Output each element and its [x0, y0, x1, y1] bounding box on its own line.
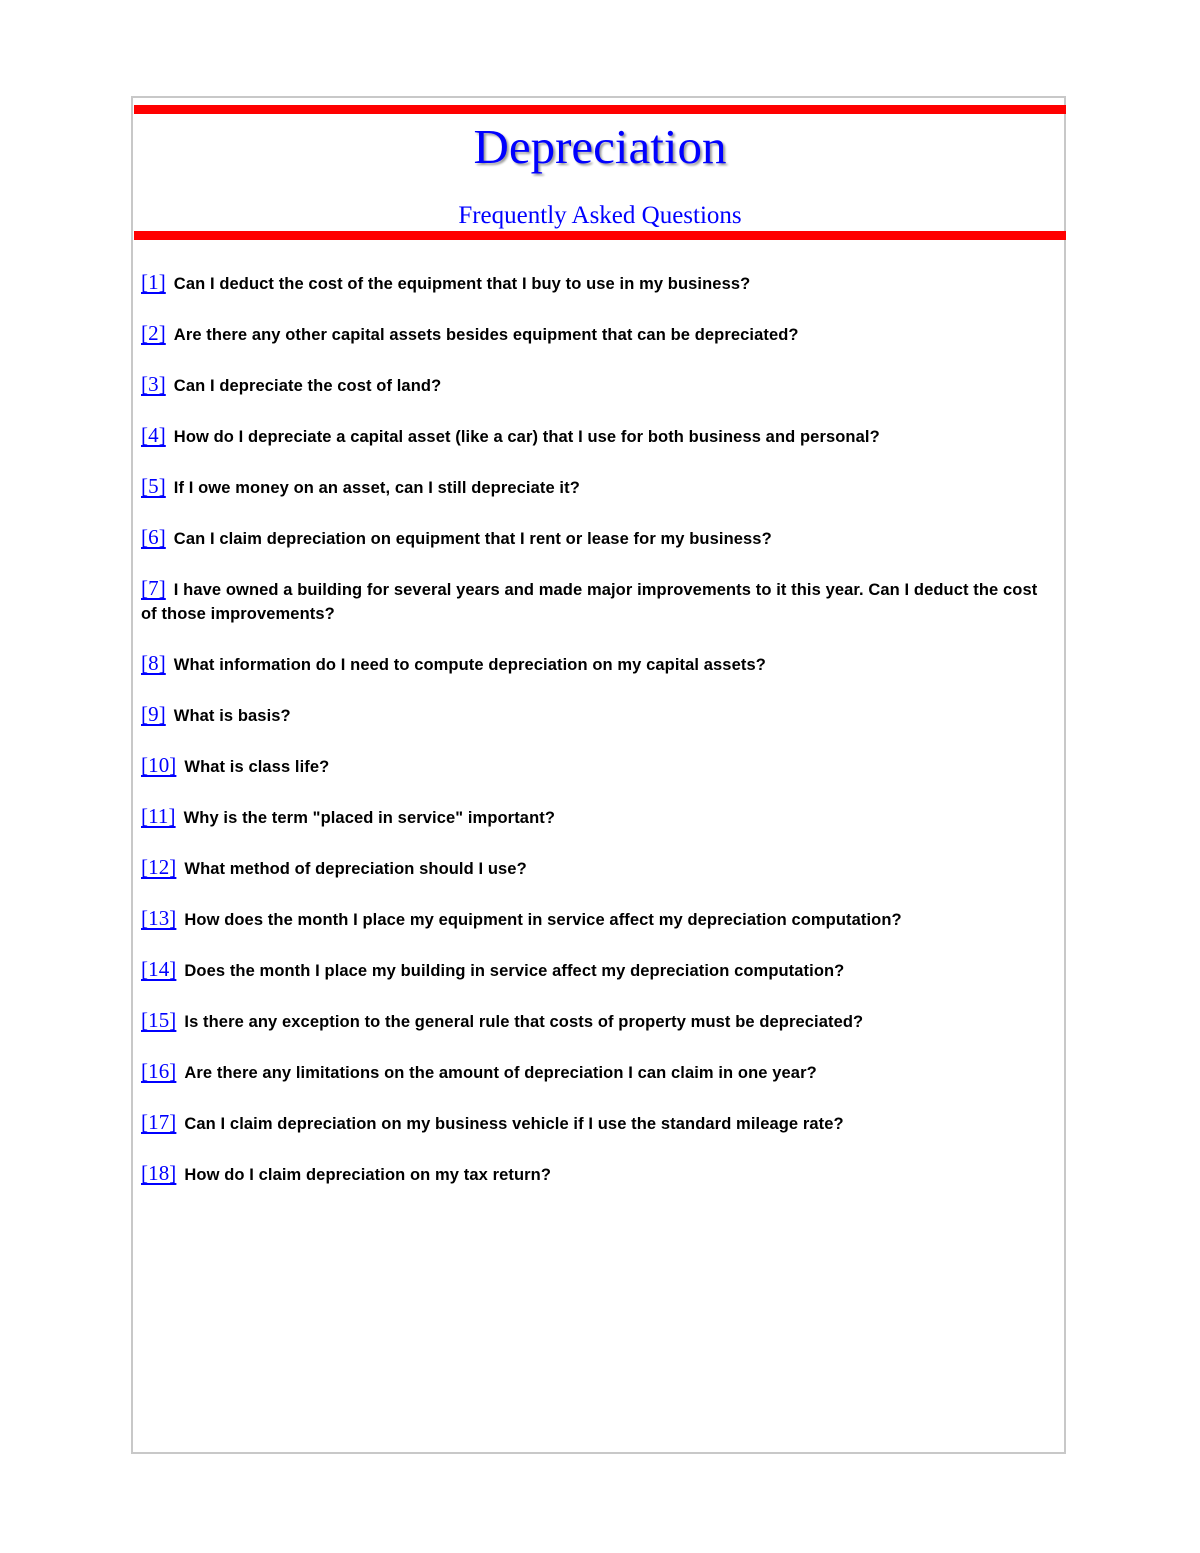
- faq-item: [141, 651, 1041, 677]
- faq-link-10[interactable]: [10]: [141, 753, 177, 777]
- faq-link-2[interactable]: [2]: [141, 321, 166, 345]
- faq-question: I have owned a building for several years and made major improvements to it this year. Can I deduct the cost of those improvements?: [141, 581, 1038, 623]
- faq-link-1[interactable]: [1]: [141, 270, 166, 294]
- faq-question: Can I claim depreciation on equipment that I rent or lease for my business?: [173, 530, 772, 548]
- faq-link-17[interactable]: [17]: [141, 1110, 177, 1134]
- faq-link-5[interactable]: [5]: [141, 474, 166, 498]
- faq-question: Can I depreciate the cost of land?: [173, 377, 442, 395]
- faq-question: Are there any limitations on the amount of depreciation I can claim in one year?: [184, 1064, 817, 1082]
- faq-list: [141, 270, 1041, 1212]
- faq-item: [141, 321, 1041, 347]
- faq-link-16[interactable]: [16]: [141, 1059, 177, 1083]
- page-title: Depreciation: [473, 119, 727, 174]
- faq-question: What is class life?: [184, 758, 330, 776]
- faq-question: Does the month I place my building in service affect my depreciation computation?: [184, 962, 845, 980]
- faq-link-3[interactable]: [3]: [141, 372, 166, 396]
- faq-question: Is there any exception to the general rule that costs of property must be depreciated?: [184, 1013, 864, 1031]
- faq-item: [141, 906, 1041, 932]
- faq-item: [141, 702, 1041, 728]
- page-subtitle: Frequently Asked Questions: [458, 202, 742, 229]
- faq-item: [141, 1008, 1041, 1034]
- faq-item: [141, 1059, 1041, 1085]
- faq-item: [141, 372, 1041, 398]
- faq-item: [141, 804, 1041, 830]
- faq-item: [141, 525, 1041, 551]
- faq-question: Can I claim depreciation on my business vehicle if I use the standard mileage rate?: [184, 1115, 844, 1133]
- faq-link-18[interactable]: [18]: [141, 1161, 177, 1185]
- faq-question: How do I depreciate a capital asset (like a car) that I use for both business and personal?: [173, 428, 880, 446]
- faq-item: [141, 855, 1041, 881]
- faq-question: Can I deduct the cost of the equipment that I buy to use in my business?: [173, 275, 751, 293]
- bottom-red-rule: [134, 231, 1066, 240]
- faq-item: [141, 753, 1041, 779]
- faq-link-13[interactable]: [13]: [141, 906, 177, 930]
- faq-question: What is basis?: [173, 707, 291, 725]
- faq-question: What method of depreciation should I use?: [184, 860, 527, 878]
- faq-item: [141, 1110, 1041, 1136]
- faq-link-11[interactable]: [11]: [141, 804, 176, 828]
- faq-link-12[interactable]: [12]: [141, 855, 177, 879]
- faq-link-4[interactable]: [4]: [141, 423, 166, 447]
- faq-item: [141, 474, 1041, 500]
- faq-link-14[interactable]: [14]: [141, 957, 177, 981]
- faq-question: Why is the term "placed in service" important?: [183, 809, 556, 827]
- faq-question: What information do I need to compute depreciation on my capital assets?: [173, 656, 766, 674]
- faq-item: [141, 576, 1041, 626]
- faq-item: [141, 957, 1041, 983]
- faq-link-9[interactable]: [9]: [141, 702, 166, 726]
- faq-item: [141, 1161, 1041, 1187]
- faq-item: [141, 270, 1041, 296]
- faq-question: If I owe money on an asset, can I still depreciate it?: [173, 479, 580, 497]
- faq-link-15[interactable]: [15]: [141, 1008, 177, 1032]
- faq-question: How does the month I place my equipment in service affect my depreciation computation?: [184, 911, 902, 929]
- faq-item: [141, 423, 1041, 449]
- top-red-rule: [134, 105, 1066, 114]
- faq-link-8[interactable]: [8]: [141, 651, 166, 675]
- faq-question: How do I claim depreciation on my tax return?: [184, 1166, 552, 1184]
- faq-link-6[interactable]: [6]: [141, 525, 166, 549]
- faq-question: Are there any other capital assets besides equipment that can be depreciated?: [173, 326, 799, 344]
- faq-link-7[interactable]: [7]: [141, 576, 166, 600]
